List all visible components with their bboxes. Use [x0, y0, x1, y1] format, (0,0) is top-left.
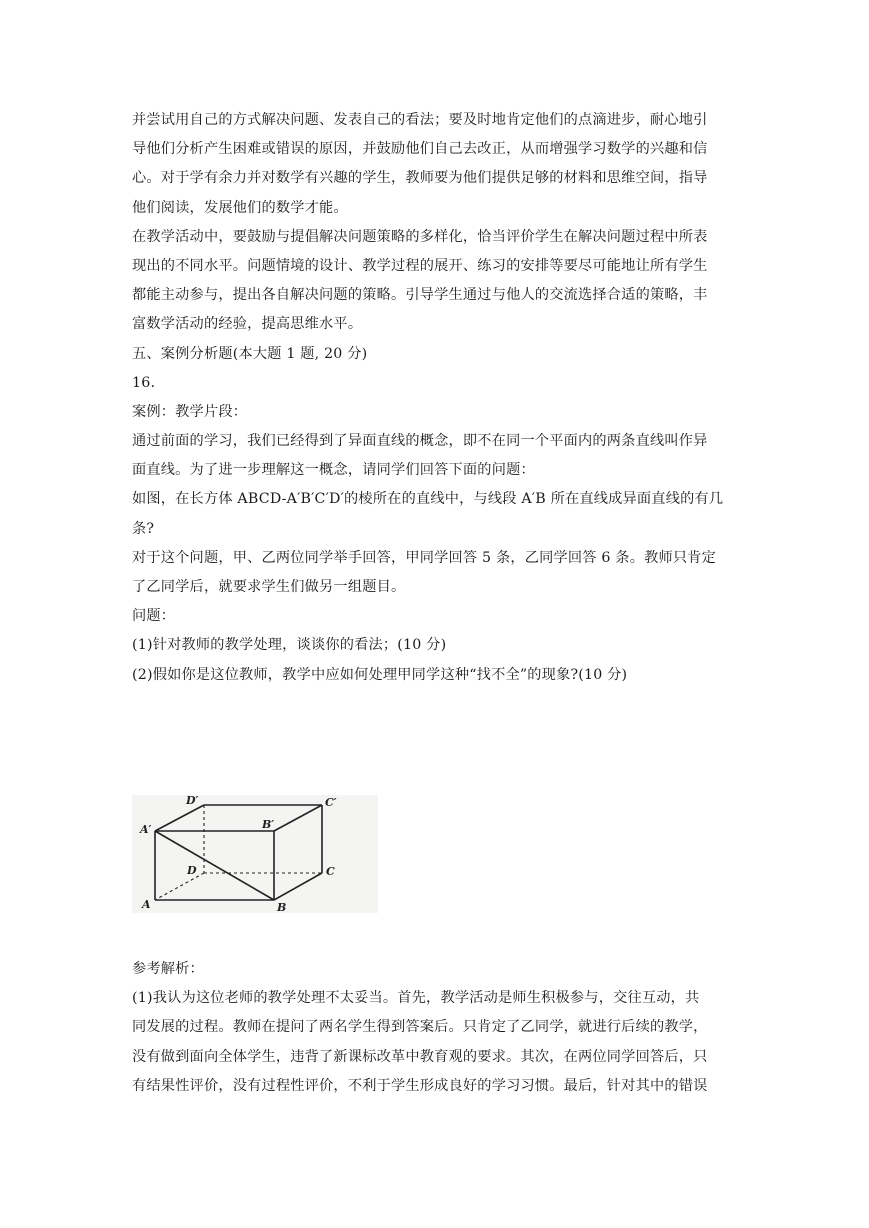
question-number: 16. — [132, 374, 156, 391]
label-d: D — [187, 864, 197, 877]
text-line: 都能主动参与，提出各自解决问题的策略。引导学生通过与他人的交流选择合适的策略，丰 — [132, 287, 708, 304]
label-b1: B′ — [262, 818, 275, 831]
text-line: 并尝试用自己的方式解决问题、发表自己的看法；要及时地肯定他们的点滴进步，耐心地引 — [132, 112, 708, 128]
answer-heading: 参考解析： — [132, 961, 204, 977]
text-line: 同发展的过程。教师在提问了两名学生得到答案后。只肯定了乙同学，就进行后续的教学， — [132, 1019, 708, 1036]
text-line: 导他们分析产生困难或错误的原因，并鼓励他们自己去改正，从而增强学习数学的兴趣和信 — [132, 141, 708, 158]
question-item: (1)针对教师的教学处理，谈谈你的看法；(10 分) — [132, 637, 447, 654]
edge-a1d1 — [155, 805, 204, 831]
text-line: 通过前面的学习，我们已经得到了异面直线的概念，即不在同一个平面内的两条直线叫作异 — [132, 433, 708, 450]
text-line: 了乙同学后，就要求学生们做另一组题目。 — [132, 579, 406, 595]
text-line: 他们阅读，发展他们的数学才能。 — [132, 199, 348, 216]
text-line: 条? — [132, 520, 155, 537]
text-line: 心。对于学有余力并对数学有兴趣的学生，教师要为他们提供足够的材料和思维空间，指导 — [132, 170, 708, 187]
text-line: 富数学活动的经验，提高思维水平。 — [132, 316, 363, 333]
cuboid-figure — [132, 795, 378, 913]
question-item: (2)假如你是这位教师，教学中应如何处理甲同学这种“找不全”的现象?(10 分) — [132, 666, 628, 683]
answer-section — [132, 955, 742, 1101]
text-line: 没有做到面向全体学生，违背了新课标改革中教育观的要求。其次，在两位同学回答后，只 — [132, 1048, 708, 1065]
text-line: 现出的不同水平。问题情境的设计、教学过程的展开、练习的安排等要尽可能地让所有学生 — [132, 257, 708, 274]
edge-bc — [274, 873, 322, 900]
edge-da — [155, 873, 204, 900]
questions-heading: 问题： — [132, 608, 176, 625]
text-line: 对于这个问题，甲、乙两位同学举手回答，甲同学回答 5 条，乙同学回答 6 条。教师只肯定 — [132, 549, 717, 566]
label-a: A — [142, 898, 151, 911]
edge-b1c1 — [274, 805, 322, 831]
text-line: 面直线。为了进一步理解这一概念，请同学们回答下面的问题： — [132, 462, 535, 479]
segment-a1b — [155, 831, 274, 900]
case-heading: 案例：教学片段： — [132, 403, 248, 420]
section-heading: 五、案例分析题(本大题 1 题, 20 分) — [132, 345, 368, 362]
text-line: 如图，在长方体 ABCD-A′B′C′D′的棱所在的直线中，与线段 A′B 所在直线成异面直线的有几 — [132, 491, 724, 508]
label-b: B — [277, 901, 287, 913]
label-c: C — [326, 865, 335, 878]
label-d1: D′ — [186, 795, 199, 807]
cuboid-diagram — [132, 795, 378, 913]
text-line: (1)我认为这位老师的教学处理不太妥当。首先，教学活动是师生积极参与，交往互动，共 — [132, 990, 700, 1007]
label-a1: A′ — [140, 823, 152, 836]
label-c1: C′ — [325, 796, 337, 809]
text-line: 在教学活动中，要鼓励与提倡解决问题策略的多样化，恰当评价学生在解决问题过程中所表 — [132, 228, 708, 245]
body-text — [132, 106, 742, 690]
text-line: 有结果性评价，没有过程性评价，不利于学生形成良好的学习习惯。最后，针对其中的错误 — [132, 1077, 708, 1094]
